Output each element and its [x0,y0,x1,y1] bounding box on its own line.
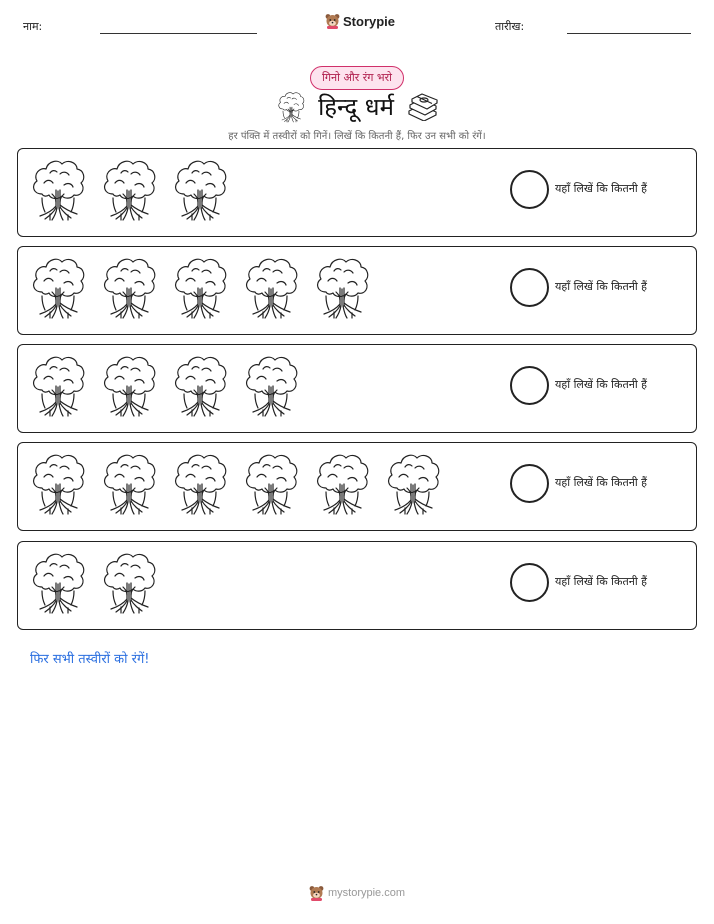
answer-label: यहाँ लिखें कि कितनी हैं [555,378,648,391]
counting-row [17,442,697,531]
counting-row [17,246,697,335]
footer-site: mystorypie.com [328,887,406,899]
brand-name: Storypie [343,13,396,29]
name-line[interactable] [100,33,257,34]
answer-circle[interactable] [510,464,549,503]
brand-logo [325,13,395,29]
answer-circle[interactable] [510,170,549,209]
banyan-tree-icon [243,354,299,418]
tree-group [30,256,370,320]
banyan-tree-icon [101,452,157,516]
answer-label: यहाँ लिखें कि कितनी हैं [555,575,648,588]
banyan-tree-icon [101,551,157,615]
answer-circle[interactable] [510,366,549,405]
color-instruction: फिर सभी तस्वीरों को रंगें! [30,652,150,667]
tree-group [30,354,299,418]
banyan-tree-icon [30,452,86,516]
banyan-tree-icon [314,256,370,320]
answer-label: यहाँ लिखें कि कितनी हैं [555,280,648,293]
counting-row [17,541,697,630]
banyan-tree-icon [172,256,228,320]
money-stack-icon [406,93,438,121]
banyan-tree-icon [172,354,228,418]
banyan-tree-icon [101,158,157,222]
banyan-tree-icon [101,256,157,320]
title-row [0,90,714,123]
tree-group [30,158,228,222]
banyan-tree-icon [30,256,86,320]
banyan-tree-icon [385,452,441,516]
answer-label: यहाँ लिखें कि कितनी हैं [555,182,648,195]
banyan-tree-icon [30,354,86,418]
banyan-tree-icon [30,158,86,222]
banyan-tree-icon [30,551,86,615]
banyan-tree-icon [172,158,228,222]
banyan-tree-icon [172,452,228,516]
date-line[interactable] [567,33,691,34]
activity-badge: गिनो और रंग भरो [310,66,404,90]
counting-row [17,148,697,237]
instructions: हर पंक्ति में तस्वीरों को गिनें। लिखें कि कितनी हैं, फिर उन सभी को रंगें। [228,131,486,142]
answer-label: यहाँ लिखें कि कितनी हैं [555,476,648,489]
page-title: हिन्दू धर्म [318,93,394,121]
answer-circle[interactable] [510,268,549,307]
footer-brand [309,885,405,901]
date-label: तारीख: [495,20,525,33]
banyan-tree-icon [243,256,299,320]
tree-group [30,452,441,516]
name-label: नाम: [23,20,43,33]
banyan-tree-icon [276,91,306,123]
bear-mascot-icon [325,13,340,29]
bear-mascot-icon [309,885,324,901]
answer-circle[interactable] [510,563,549,602]
counting-row [17,344,697,433]
banyan-tree-icon [243,452,299,516]
banyan-tree-icon [314,452,370,516]
banyan-tree-icon [101,354,157,418]
tree-group [30,551,157,615]
